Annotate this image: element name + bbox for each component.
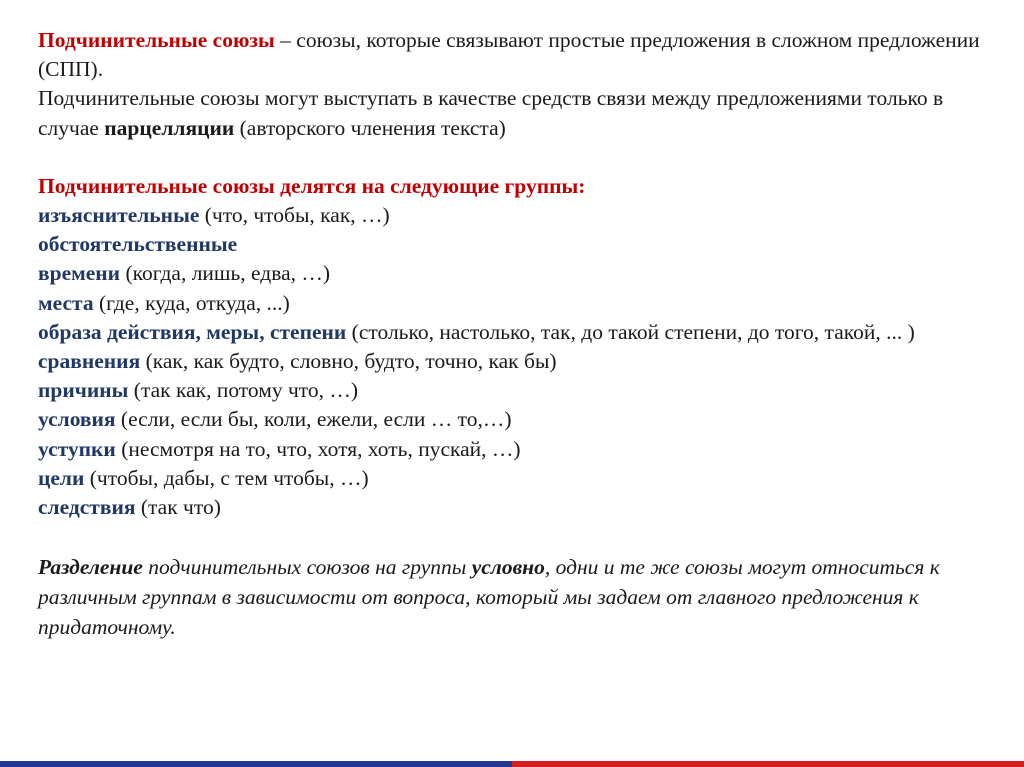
intro-paragraph bbox=[38, 26, 988, 84]
group-name: цели bbox=[38, 465, 85, 490]
group-examples: (где, куда, откуда, ...) bbox=[93, 290, 290, 315]
group-item bbox=[38, 435, 988, 464]
intro-term: Подчинительные союзы bbox=[38, 28, 275, 52]
parcellation-paragraph bbox=[38, 84, 988, 142]
group-item bbox=[38, 289, 988, 318]
group-name: места bbox=[38, 290, 94, 315]
group-name: обстоятельственные bbox=[38, 232, 238, 257]
groups-heading: Подчинительные союзы делятся на следующие группы: bbox=[38, 173, 586, 198]
group-name: образа действия, меры, степени bbox=[38, 319, 347, 344]
group-name: изъяснительные bbox=[38, 203, 200, 228]
group-examples: (чтобы, дабы, с тем чтобы, …) bbox=[84, 465, 369, 490]
group-examples: (как, как будто, словно, будто, точно, как бы) bbox=[140, 349, 557, 374]
group-item bbox=[38, 493, 988, 522]
conditional-note bbox=[38, 552, 988, 642]
group-examples: (столько, настолько, так, до такой степени, до того, такой, ... ) bbox=[346, 319, 915, 344]
group-examples: (что, чтобы, как, …) bbox=[199, 203, 390, 228]
parcellation-term: парцелляции bbox=[104, 115, 235, 140]
group-item bbox=[38, 347, 988, 376]
group-name: причины bbox=[38, 378, 129, 403]
group-examples: (так как, потому что, …) bbox=[128, 378, 359, 403]
group-name: уступки bbox=[38, 436, 116, 461]
group-item bbox=[38, 259, 988, 288]
group-item bbox=[38, 376, 988, 405]
group-item bbox=[38, 201, 988, 230]
spacer bbox=[38, 143, 988, 172]
intro-definition: – союзы, которые связывают простые предложения в сложном предложении (СПП). bbox=[38, 28, 980, 82]
note-term-division: Разделение bbox=[38, 555, 143, 580]
group-name: времени bbox=[38, 261, 121, 286]
note-text-1: подчинительных союзов на группы bbox=[142, 555, 472, 580]
parcellation-text-b: (авторского членения текста) bbox=[234, 115, 506, 140]
group-examples: (несмотря на то, что, хотя, хоть, пускай, …) bbox=[115, 436, 521, 461]
group-examples: (если, если бы, коли, ежели, если … то,…) bbox=[115, 407, 512, 432]
group-name: сравнения bbox=[38, 349, 141, 374]
group-item bbox=[38, 230, 988, 259]
note-text-2: , одни и те же союзы могут относиться к различным группам в зависимости от вопроса, который мы задаем от главного предложения к придаточному. bbox=[38, 555, 940, 640]
group-item bbox=[38, 405, 988, 434]
footer-bar-red bbox=[512, 761, 1024, 767]
groups-list bbox=[38, 201, 988, 522]
group-examples: (когда, лишь, едва, …) bbox=[120, 261, 331, 286]
footer-bar-blue bbox=[0, 761, 512, 767]
slide-content bbox=[38, 26, 988, 642]
parcellation-text-a: Подчинительные союзы могут выступать в качестве средств связи между предложениями только в случае bbox=[38, 86, 944, 140]
group-item bbox=[38, 464, 988, 493]
group-name: условия bbox=[38, 407, 116, 432]
group-examples: (так что) bbox=[135, 495, 221, 520]
note-term-conditional: условно bbox=[471, 555, 545, 580]
group-name: следствия bbox=[38, 495, 136, 520]
group-item bbox=[38, 318, 988, 347]
